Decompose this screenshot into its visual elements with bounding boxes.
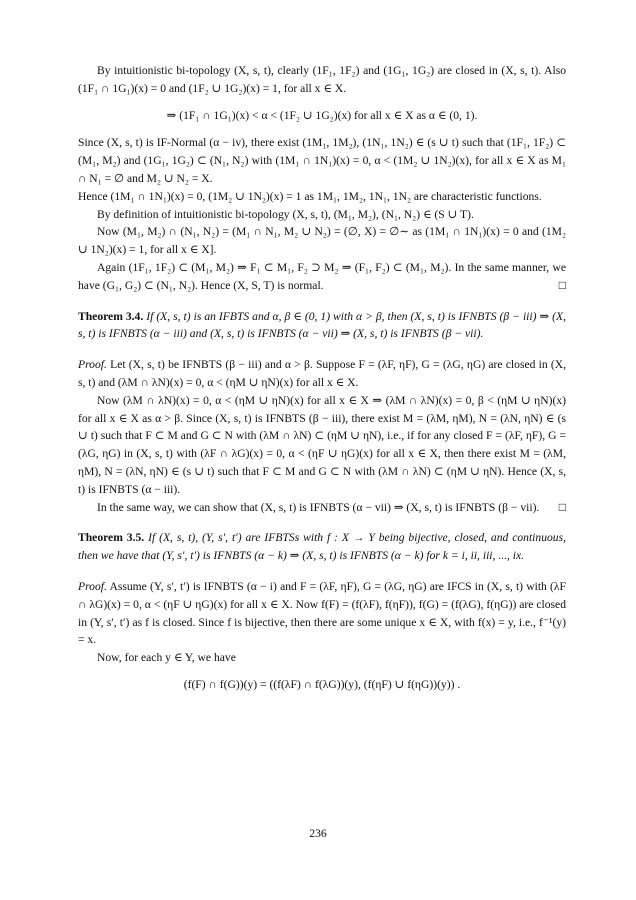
theorem-3-5-label: Theorem 3.5. <box>78 531 145 545</box>
paragraph-6-text: Again (1F₁, 1F₂) ⊂ (M₁, M₂) ⇒ F₁ ⊂ M₁, F₂ ⊃ M₂ ⇒ (F₁, F₂) ⊂ (M₁, M₂). In the same manner, we have (G₁, G₂) ⊂ (N₁, N₂). Hence (X, S, T) is normal. <box>78 260 566 292</box>
proof-3-5-paragraph-2: Now, for each y ∈ Y, we have <box>97 651 236 665</box>
theorem-3-5-body: If (X, s, t), (Y, s′, t′) are IFBTSs with f : X → Y being bijective, closed, and continuous, then we have that (Y, s′, t′) is IFNBTS (α − k) ⇒ (X, s, t) is IFNBTS (α − k) for k = i, ii, iii, ..., ix. <box>78 531 567 563</box>
proof-3-5-label: Proof. <box>78 579 107 593</box>
paragraph-3: Hence (1M₁ ∩ 1N₁)(x) = 0, (1M₂ ∪ 1N₂)(x) = 1 as 1M₁, 1M₂, 1N₁, 1N₂ are characteristic functions. <box>78 189 542 203</box>
display-equation-1: ⇒ (1F₁ ∩ 1G₁)(x) < α < (1F₂ ∪ 1G₂)(x) for all x ∈ X as α ∈ (0, 1). <box>166 108 478 122</box>
paragraph-6 <box>78 259 566 295</box>
proof-3-5-first: Assume (Y, s′, t′) is IFNBTS (α − i) and F = (λF, ηF), G = (λG, ηG) are IFCS in (X, s, t) with (λF ∩ λG)(x) = 0, α < (ηF ∪ ηG)(x) for all x ∈ X. Now f(F) = (f(λF), f(ηF)), f(G) = (f(λG), f(ηG)) are closed in (Y, s′, t′) as f is closed. Since f is bijective, then there are some unique x ∈ X, with f(x) = y, i.e., f⁻¹(y) = x. <box>78 579 566 647</box>
qed-symbol: □ <box>558 499 566 514</box>
page-number: 236 <box>309 827 327 840</box>
paragraph-2: Since (X, s, t) is IF-Normal (α − iv), there exist (1M₁, 1M₂), (1N₁, 1N₂) ∈ (s ∪ t) such that (1F₁, 1F₂) ⊂ (M₁, M₂) and (1G₁, 1G₂) ⊂ (N₁, N₂) with (1M₁ ∩ 1N₁)(x) = 0, α < (1M₂ ∪ 1N₂)(x), for all x ∈ X as M₁ ∩ N₁ = ∅ and M₂ ∪ N₂ = X. <box>78 136 566 185</box>
paragraph-4: By definition of intuitionistic bi-topology (X, s, t), (M₁, M₂), (N₁, N₂) ∈ (S ∪ T). <box>97 207 474 221</box>
proof-3-4-third: In the same way, we can show that (X, s, t) is IFNBTS (α − vii) ⇒ (X, s, t) is IFNBTS (β − vii). <box>97 500 540 514</box>
display-equation-2: (f(F) ∩ f(G))(y) = ((f(λF) ∩ f(λG))(y), (f(ηF) ∪ f(ηG))(y)) . <box>183 677 461 691</box>
theorem-3-4-body: If (X, s, t) is an IFBTS and α, β ∈ (0, 1) with α > β, then (X, s, t) is IFNBTS (β − iii) ⇒ (X, s, t) is IFNBTS (α − iii) and (X, s, t) is IFNBTS (α − vii) ⇒ (X, s, t) is IFNBTS (β − vii). <box>78 309 567 341</box>
proof-3-4-paragraph-2: Now (λM ∩ λN)(x) = 0, α < (ηM ∪ ηN)(x) for all x ∈ X ⇒ (λM ∩ λN)(x) = 0, β < (ηM ∪ ηN)(x) for all x ∈ X as α > β. Since (X, s, t) is IFNBTS (β − iii), there exist M = (λM, ηM), N = (λN, ηN) ∈ (s ∪ t) such that F ⊂ M and G ⊂ N with (λM ∩ λN) ⊂ (ηM ∪ ηN), i.e., if for any closed F = (λF, ηF), G = (λG, ηG) in (X, s, t) with (λF ∩ λG)(x) = 0, α < (ηF ∪ ηG)(x) for all x ∈ X, then there exist M = (λM, ηM), N = (λN, ηN) ∈ (s ∪ t) such that F ⊂ M and G ⊂ N with (λM ∩ λN) ⊂ (ηM ∪ ηN). Hence (X, s, t) is IFNBTS (α − iii). <box>78 393 566 496</box>
paragraph-5: Now (M₁, M₂) ∩ (N₁, N₂) = (M₁ ∩ N₁, M₂ ∪ N₂) = (∅, X) = ∅∼ as (1M₁ ∩ 1N₁)(x) = 0 and (1M₂ ∪ 1N₂)(x) = 1, for all x ∈ X]. <box>78 225 566 257</box>
qed-symbol: □ <box>558 277 566 292</box>
proof-3-4-first: Let (X, s, t) be IFNBTS (β − iii) and α > β. Suppose F = (λF, ηF), G = (λG, ηG) are closed in (X, s, t) and (λM ∩ λN)(x) = 0, α < (ηM ∪ ηN)(x) for all x ∈ X. <box>78 358 566 389</box>
proof-3-4-paragraph-3 <box>78 499 566 517</box>
proof-3-4-label: Proof. <box>78 358 107 372</box>
page-body <box>78 62 566 704</box>
theorem-3-4 <box>78 308 566 344</box>
theorem-3-5 <box>78 529 566 565</box>
proof-3-5-paragraph-1 <box>78 578 566 649</box>
theorem-3-4-label: Theorem 3.4. <box>78 309 144 323</box>
proof-3-4-paragraph-1 <box>78 356 566 392</box>
paragraph-1: By intuitionistic bi-topology (X, s, t), clearly (1F₁, 1F₂) and (1G₁, 1G₂) are closed in (X, s, t). Also (1F₁ ∩ 1G₁)(x) = 0 and (1F₂ ∪ 1G₂)(x) = 1, for all x ∈ X. <box>78 64 566 95</box>
